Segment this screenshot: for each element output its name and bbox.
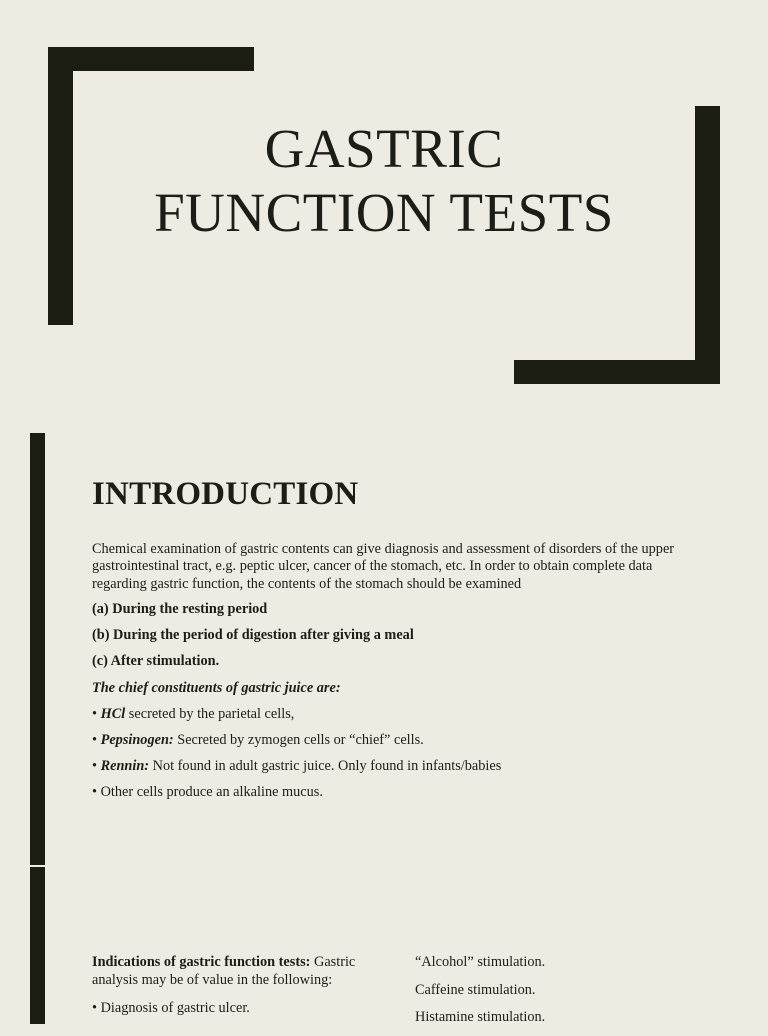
slide3-accent-bar — [30, 867, 45, 1024]
frame-top-left-vertical — [48, 47, 73, 325]
bullet-marker: • — [92, 705, 101, 722]
indications-intro — [92, 953, 392, 989]
slide2-accent-bar — [30, 433, 45, 865]
stimulation-item: “Alcohol” stimulation. — [415, 954, 546, 970]
bullet-marker: • — [92, 784, 101, 801]
bullet-text: secreted by the parietal cells, — [125, 705, 295, 722]
stage-item: (b) During the period of digestion after giving a meal — [92, 627, 414, 644]
bullet-marker: • — [92, 731, 101, 748]
stage-item: (a) During the resting period — [92, 601, 268, 617]
bullet-term: Rennin: — [100, 758, 150, 775]
bullet-marker: • — [92, 758, 101, 775]
intro-paragraph: Chemical examination of gastric contents can give diagnosis and assessment of disorders of the upper gastrointestinal tract, e.g. peptic ulcer, cancer of the stomach, etc. In order to obtain complete data regarding gastric function, the contents of the stomach should be examined — [92, 541, 675, 592]
bullet-text: Secreted by zymogen cells or “chief” cells. — [173, 731, 424, 748]
constituents-heading: The chief constituents of gastric juice are: — [92, 679, 341, 696]
indications-text: Gastric analysis may be of value in the following: — [92, 954, 356, 988]
title-line-2: FUNCTION TESTS — [154, 182, 614, 243]
intro-heading: INTRODUCTION — [92, 476, 359, 512]
stimulation-column — [415, 953, 715, 1036]
intro-list — [92, 600, 692, 810]
constituent-bullet — [92, 783, 692, 809]
stimulation-item: Caffeine stimulation. — [415, 981, 536, 998]
bullet-text: Other cells produce an alkaline mucus. — [100, 784, 323, 801]
indications-label: Indications of gastric function tests: — [92, 954, 311, 970]
frame-top-left-horizontal — [48, 47, 254, 71]
stage-item: (c) After stimulation. — [92, 653, 220, 670]
bullet-term: Pepsinogen: — [100, 731, 174, 748]
indication-item: • Diagnosis of gastric ulcer. — [92, 1000, 250, 1016]
constituent-bullet — [92, 757, 692, 783]
constituent-bullet — [92, 705, 692, 731]
bullet-text: Not found in adult gastric juice. Only found in infants/babies — [149, 758, 502, 775]
slide-title — [100, 117, 668, 245]
stimulation-item: Histamine stimulation. — [415, 1009, 546, 1025]
indications-column — [92, 953, 392, 1017]
frame-bottom-right-vertical — [695, 106, 720, 384]
title-line-1: GASTRIC — [264, 118, 504, 179]
frame-bottom-right-horizontal — [514, 360, 720, 384]
bullet-term: HCl — [100, 705, 126, 722]
constituent-bullet — [92, 731, 692, 757]
